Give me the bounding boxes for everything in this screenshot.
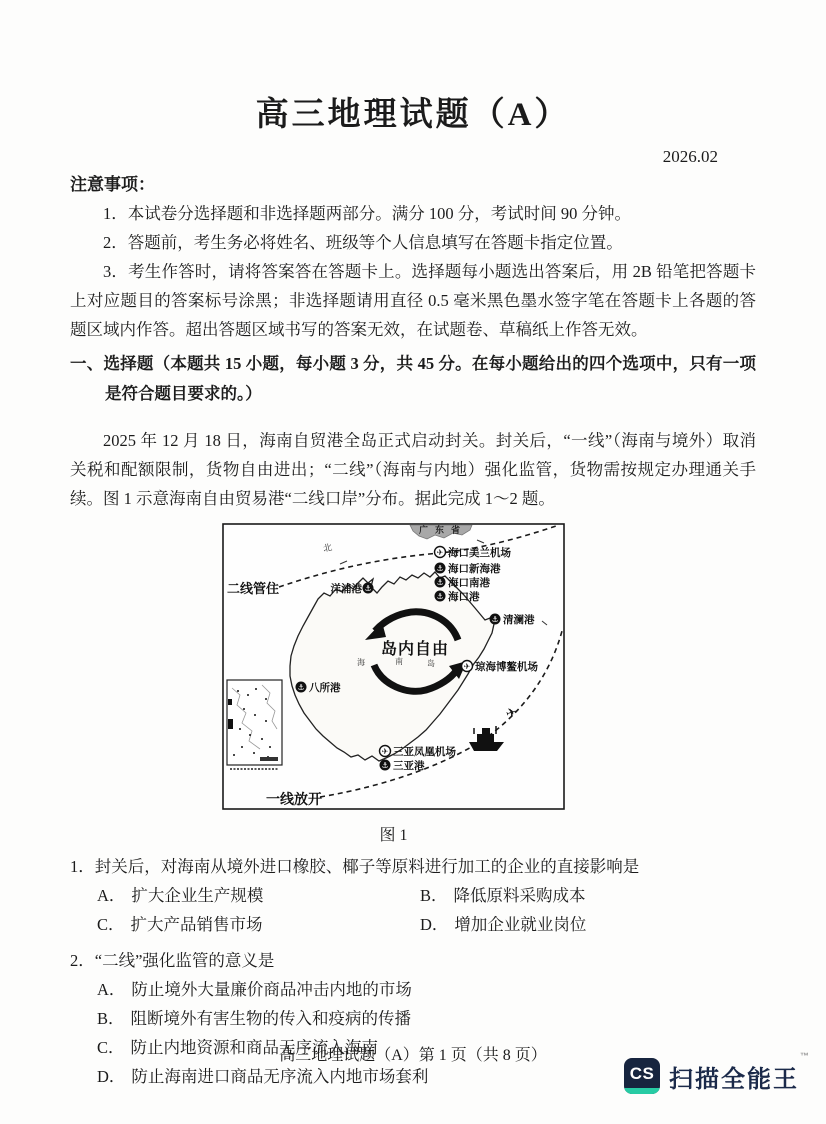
port-label-sanya: 三亚港 [393, 760, 425, 772]
guangdong-label: 广东省 [419, 524, 468, 535]
page-footer: 高三地理试题（A）第 1 页（共 8 页） [279, 1047, 547, 1064]
section-intro: 2025 年 12 月 18 日，海南自贸港全岛正式启动封关。封关后，“一线”（海南与境外）取消关税和配额限制，货物自由进出；“二线”（海南与内地）强化监管，货物需按规定办理通关手续。图 1 示意海南自由贸易港“二线口岸”分布。据此完成 1～2 题。 [70, 430, 756, 508]
notice-item-2: 2．答题前，考生务必将姓名、班级等个人信息填写在答题卡指定位置。 [103, 233, 623, 252]
option-1A: A． 扩大企业生产规模 [97, 885, 264, 905]
figure-1 [222, 523, 565, 845]
notice-item-1: 1．本试卷分选择题和非选择题两部分。满分 100 分，考试时间 90 分钟。 [103, 204, 631, 223]
question-2-stem: 2．“二线”强化监管的意义是 [70, 950, 275, 970]
camscanner-name: 扫描全能王™ [669, 1050, 811, 1093]
island-free-label: 岛内自由 [380, 640, 450, 658]
notice-item-3: 3．考生作答时，请将答案答在答题卡上。选择题每小题选出答案后，用 2B 铅笔把答题卡上对应题目的答案标号涂黑；非选择题请用直径 0.5 毫米黑色墨水签字笔在答题卡上各题的答题区域内作答。超出答题区域书写的答案无效，在试题卷、草稿纸上作答无效。 [70, 262, 756, 339]
plane-icon: ✈ [463, 661, 471, 671]
camscanner-icon-strip [624, 1088, 660, 1094]
question-1-options [97, 881, 756, 939]
island-char-nan: 南 [395, 656, 403, 666]
anchor-icon: ⚓ [436, 577, 444, 587]
section-heading: 一、选择题（本题共 15 小题，每小题 3 分，共 45 分。在每小题给出的四个选项中，只有一项是符合题目要求的。） [70, 354, 756, 403]
erxian-label: 二线管住 [227, 580, 280, 596]
option-2B: B． 阻断境外有害生物的传入和疫病的传播 [97, 1008, 412, 1028]
anchor-icon: ⚓ [436, 563, 444, 573]
option-2A: A． 防止境外大量廉价商品冲击内地的市场 [97, 979, 412, 999]
port-basuo [296, 681, 341, 694]
port-label-qinglan: 清澜港 [503, 614, 535, 626]
port-haikou [435, 590, 480, 603]
option-1C: C． 扩大产品销售市场 [97, 914, 263, 934]
inset-map [227, 680, 282, 769]
port-yangpu [331, 582, 374, 595]
port-label-haikou: 海口港 [448, 591, 480, 603]
question-2-number: 2． [70, 950, 95, 970]
plane-silhouette-icon: ✈ [504, 704, 520, 722]
page-title: 高三地理试题（A） [255, 97, 571, 133]
port-label-xinhai: 海口新海港 [448, 563, 501, 575]
north-indicator: 北 [322, 541, 333, 554]
option-2C: C． 防止内地资源和商品无序流入海南 [97, 1037, 379, 1057]
anchor-icon: ⚓ [491, 614, 499, 624]
plane-icon: ✈ [436, 547, 444, 557]
port-qinglan [490, 613, 535, 626]
port-sanya [380, 759, 425, 772]
hainan-map [222, 523, 565, 810]
airport-label-boao: 琼海博鳌机场 [475, 661, 538, 673]
port-label-basuo: 八所港 [309, 682, 341, 694]
anchor-icon: ⚓ [297, 682, 305, 692]
question-1-stem: 1．封关后，对海南从境外进口橡胶、椰子等原料进行加工的企业的直接影响是 [70, 856, 640, 876]
airport-label-phoenix: 三亚凤凰机场 [393, 746, 456, 758]
plane-icon: ✈ [381, 746, 389, 756]
question-1 [70, 852, 756, 939]
option-2D: D． 防止海南进口商品无序流入内地市场套利 [97, 1066, 429, 1086]
camscanner-icon: CS [624, 1058, 660, 1094]
trademark-symbol: ™ [800, 1050, 811, 1061]
exam-date: 2026.02 [662, 147, 718, 166]
anchor-icon: ⚓ [436, 591, 444, 601]
island-char-dao: 岛 [427, 658, 435, 668]
anchor-icon: ⚓ [364, 583, 372, 593]
option-1D: D． 增加企业就业岗位 [420, 914, 587, 934]
yixian-label: 一线放开 [266, 792, 322, 808]
figure-caption: 图 1 [379, 826, 408, 844]
anchor-icon: ⚓ [381, 760, 389, 770]
port-label-yangpu: 洋浦港 [330, 583, 362, 595]
camscanner-watermark [624, 1050, 811, 1094]
island-char-hai: 海 [357, 657, 365, 667]
port-label-nangang: 海口南港 [448, 577, 490, 589]
notice-heading: 注意事项： [70, 175, 155, 194]
airport-label-meilan: 海口美兰机场 [448, 547, 511, 559]
question-1-number: 1． [70, 856, 95, 876]
option-1B: B． 降低原料采购成本 [420, 885, 586, 905]
